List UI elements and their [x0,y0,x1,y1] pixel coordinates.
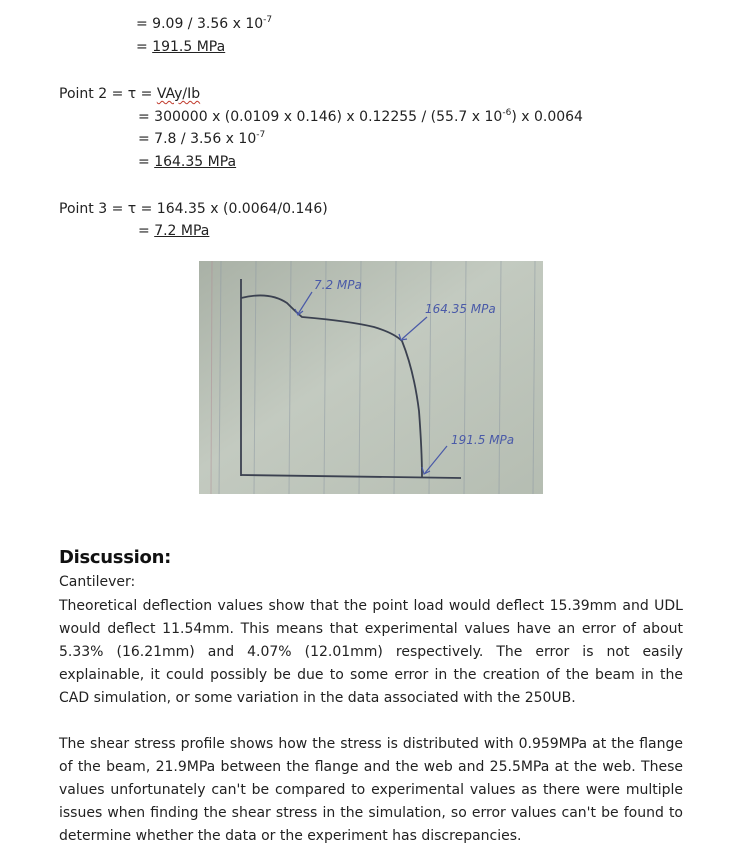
sketch-annotation-top: 7.2 MPa [314,278,362,292]
point2-line-3 [138,153,236,171]
point3-label: Point 3 = τ = 164.35 x (0.0064/0.146) [59,201,328,217]
calc-line-1 [136,15,272,33]
point2-line-3-prefix: = [138,154,155,170]
point2-line-1-exponent: -6 [502,108,512,118]
point3-line-2 [138,222,209,240]
sketch-annotation-mid: 164.35 MPa [425,302,496,316]
discussion-heading: Discussion: [59,547,171,568]
point2-line-2 [138,130,265,148]
point3-line-2-prefix: = [138,223,155,239]
point2-label: Point 2 = τ = [59,86,157,102]
cantilever-subheading: Cantilever: [59,574,136,590]
calc-line-1-exponent: -7 [263,15,273,25]
shear-stress-sketch-photo [199,261,543,494]
point2-line-2-exponent: -7 [256,130,266,140]
point3-result: 7.2 MPa [154,223,210,239]
point2-result: 164.35 MPa [154,154,237,170]
point2-formula: VAy/Ib [156,86,201,102]
discussion-paragraph-2: The shear stress profile shows how the stress is distributed with 0.959MPa at the flange of the beam, 21.9MPa between the flange and the web and 25.5MPa at the web. These values unfortunately can't be compared to experimental values as there were multiple issues when finding the shear stress in the simulation, so error values can't be found to determine whether the data or the experiment has discrepancies. [59,736,683,844]
point2-line-1 [138,108,583,126]
calc-line-2-prefix: = [136,39,153,55]
calc-result-point1: 191.5 MPa [152,39,226,55]
point3-heading [59,200,328,218]
point2-line-2-text: = 7.8 / 3.56 x 10 [138,131,257,147]
point2-line-1-tail: ) x 0.0064 [511,109,583,125]
discussion-paragraph-1: Theoretical deflection values show that the point load would deflect 15.39mm and UDL would deflect 11.54mm. This means that experimental values have an error of about 5.33% (16.21mm) and 4.07% (12.01mm) respectively. The error is not easily explainable, it could possibly be due to some error in the creation of the beam in the CAD simulation, or some variation in the data associated with the 250UB. [59,598,683,706]
point2-line-1-text: = 300000 x (0.0109 x 0.146) x 0.12255 / (55.7 x 10 [138,109,503,125]
calc-line-2 [136,38,225,56]
point2-heading [59,85,200,103]
calc-line-1-text: = 9.09 / 3.56 x 10 [136,16,264,32]
sketch-annotation-bottom: 191.5 MPa [451,433,515,447]
